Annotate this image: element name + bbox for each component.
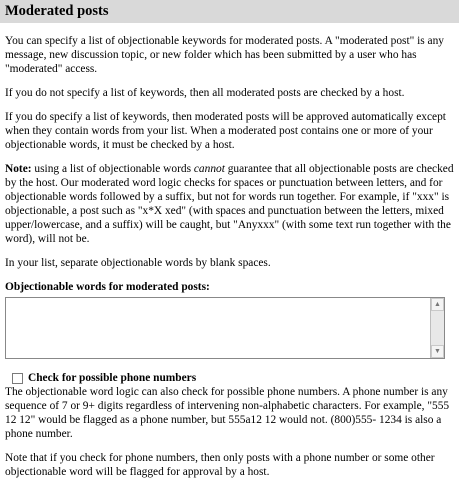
note-label: Note: [5,163,32,175]
phone-note-paragraph: Note that if you check for phone numbers, then only posts with a phone number or some other objectionable word will be flagged for approval by a host. [5,452,435,478]
phone-check-label[interactable]: Check for possible phone numbers [28,372,197,384]
phone-check-row [5,371,454,385]
textarea-scrollbar[interactable] [430,298,444,358]
phone-check-checkbox[interactable] [12,373,23,384]
phone-info-paragraph: The objectionable word logic can also check for possible phone numbers. A phone number is any sequence of 7 or 9+ digits regardless of intervening non-alphabetic characters. For example, "555 12 12" would be flagged as a phone number, but 555a12 12 would not. (800)555- 1234 is also a phone number. [5,386,450,440]
keywords-paragraph: If you do specify a list of keywords, then moderated posts will be approved automatically except when they contain words from your list. When a moderated post contains one or more of your objectionable words, it must be checked by a host. [5,111,446,151]
arrow-down-icon[interactable]: ▼ [431,345,444,358]
no-keywords-paragraph: If you do not specify a list of keywords, then all moderated posts are checked by a host. [5,87,405,99]
note-paragraph [5,162,454,246]
separator-instructions: In your list, separate objectionable words by blank spaces. [5,257,271,269]
objectionable-words-label: Objectionable words for moderated posts: [5,281,210,293]
intro-paragraph: You can specify a list of objectionable keywords for moderated posts. A "moderated post" is any message, new discussion topic, or new folder which has been submitted by a user who has "moderated" access. [5,35,444,75]
note-text-2: guarantee that all objectionable posts are checked by the host. Our moderated word logic checks for spaces or punctuation between letters, and for objectionable words followed by a suffix, but not for words run together. For example, if "xxx" is objectionable, a post such as "x*X xed" (with spaces and punctuation between the letters, mixed upper/lowercase, and a suffix) will be caught, but "Anyxxx" (with some text run together with the word), will not be. [5,163,454,245]
note-text-1: using a list of objectionable words [31,163,194,175]
objectionable-words-textarea[interactable] [6,298,431,358]
note-emphasis: cannot [193,163,225,175]
objectionable-words-box [5,297,445,359]
page-title: Moderated posts [0,0,459,23]
arrow-up-icon[interactable]: ▲ [431,298,444,311]
